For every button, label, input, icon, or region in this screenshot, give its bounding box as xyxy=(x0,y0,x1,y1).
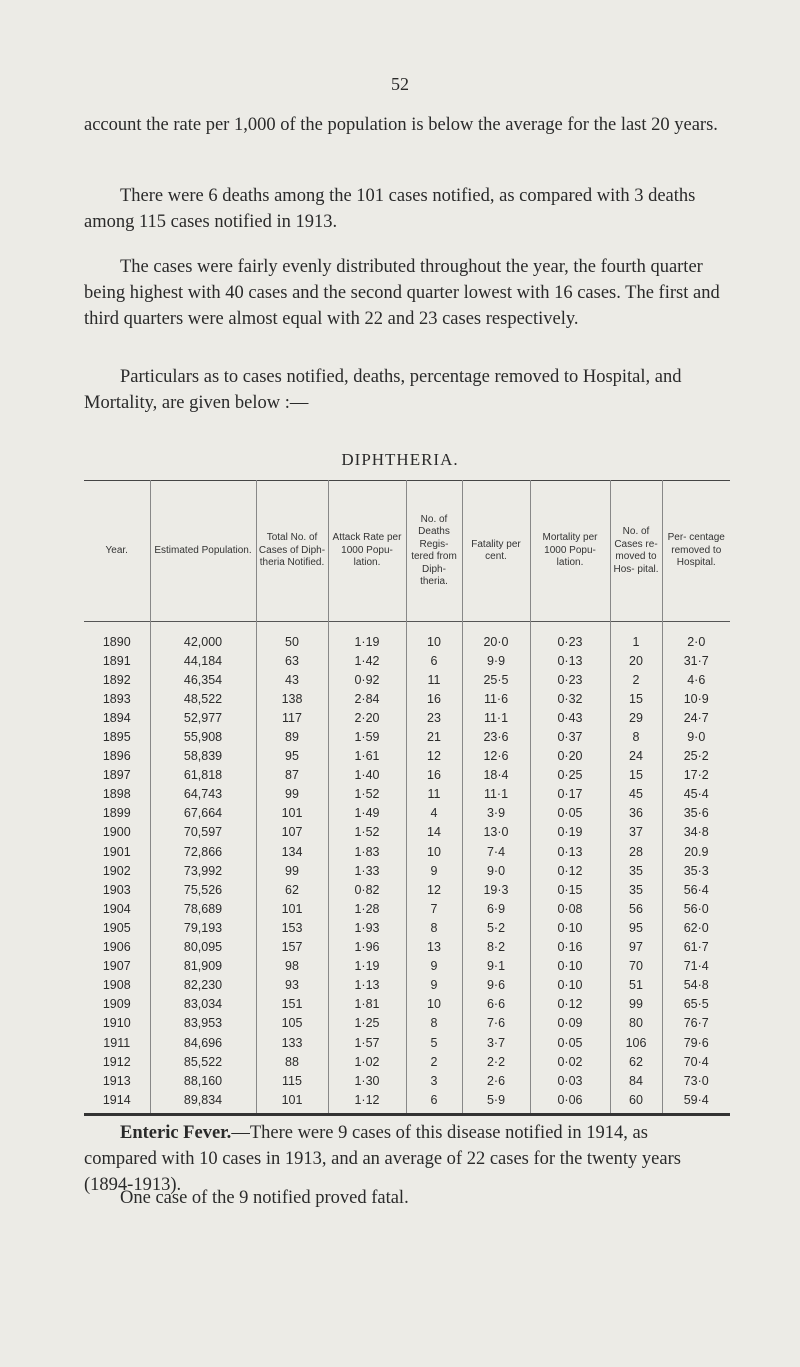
table-cell: 34·8 xyxy=(662,823,730,842)
table-cell: 7·4 xyxy=(462,842,530,861)
table-cell: 9·0 xyxy=(462,861,530,880)
table-cell: 43 xyxy=(256,670,328,689)
table-cell: 10·9 xyxy=(662,689,730,708)
table-cell: 1·19 xyxy=(328,957,406,976)
table-cell: 10 xyxy=(406,622,462,652)
table-cell: 1·33 xyxy=(328,861,406,880)
table-cell: 70·4 xyxy=(662,1052,730,1071)
table-cell: 98 xyxy=(256,957,328,976)
table-cell: 42,000 xyxy=(150,622,256,652)
paragraph-quarterly-distribution: The cases were fairly evenly distributed throughout the year, the fourth quarter being highest with 40 cases and the second quarter lowest with 16 cases. The first and third quarters were almost equal with 22 and 23 cases respectively. xyxy=(84,257,720,329)
table-cell: 0·09 xyxy=(530,1014,610,1033)
table-header-row xyxy=(84,481,730,622)
table-cell: 2 xyxy=(406,1052,462,1071)
table-cell: 1·49 xyxy=(328,804,406,823)
table-cell: 1909 xyxy=(102,997,131,1012)
table-cell: 0·05 xyxy=(530,1033,610,1052)
table-cell: 56·0 xyxy=(662,899,730,918)
table-cell: 24·7 xyxy=(662,708,730,727)
table-cell: 0·06 xyxy=(530,1090,610,1115)
table-cell: 78,689 xyxy=(150,899,256,918)
table-cell: 62 xyxy=(610,1052,662,1071)
table-cell: 36 xyxy=(610,804,662,823)
table-cell: 70,597 xyxy=(150,823,256,842)
table-cell: 48,522 xyxy=(150,689,256,708)
column-header: Year. xyxy=(105,544,128,556)
table-cell: 51 xyxy=(610,976,662,995)
table-cell: 15 xyxy=(610,689,662,708)
table-cell: 25·5 xyxy=(462,670,530,689)
table-cell: 84,696 xyxy=(150,1033,256,1052)
table-cell: 1895 xyxy=(102,730,131,745)
table-cell: 45·4 xyxy=(662,785,730,804)
table-cell: 0·08 xyxy=(530,899,610,918)
column-header: No. of Deaths Regis- tered from Diph- theria. xyxy=(406,481,462,622)
table-cell: 5 xyxy=(406,1033,462,1052)
table-cell: 7 xyxy=(406,899,462,918)
table-cell: 9·0 xyxy=(662,727,730,746)
table-cell: 5·2 xyxy=(462,918,530,937)
table-cell: 1891 xyxy=(102,653,131,668)
table-cell: 0·12 xyxy=(530,861,610,880)
table-cell: 138 xyxy=(256,689,328,708)
table-cell: 9·6 xyxy=(462,976,530,995)
table-cell: 1910 xyxy=(102,1016,131,1031)
table-cell: 1·28 xyxy=(328,899,406,918)
table-cell: 15 xyxy=(610,766,662,785)
table-row xyxy=(84,1033,730,1052)
table-cell: 83,034 xyxy=(150,995,256,1014)
table-cell: 88 xyxy=(256,1052,328,1071)
table-cell: 1·96 xyxy=(328,938,406,957)
table-cell: 3 xyxy=(406,1071,462,1090)
table-cell: 16 xyxy=(406,766,462,785)
table-cell: 1·30 xyxy=(328,1071,406,1090)
table-cell: 0·37 xyxy=(530,727,610,746)
table-cell: 61,818 xyxy=(150,766,256,785)
table-cell: 4 xyxy=(406,804,462,823)
table-cell: 8 xyxy=(406,918,462,937)
table-cell: 2·0 xyxy=(662,622,730,652)
table-cell: 101 xyxy=(256,1090,328,1115)
table-cell: 1893 xyxy=(102,691,131,706)
table-cell: 9 xyxy=(406,957,462,976)
table-cell: 1912 xyxy=(102,1054,131,1069)
diphtheria-table xyxy=(84,480,730,1116)
table-cell: 101 xyxy=(256,804,328,823)
table-cell: 71·4 xyxy=(662,957,730,976)
table-cell: 1901 xyxy=(102,844,131,859)
table-cell: 88,160 xyxy=(150,1071,256,1090)
table-cell: 35·6 xyxy=(662,804,730,823)
table-row xyxy=(84,727,730,746)
table-cell: 80 xyxy=(610,1014,662,1033)
table-cell: 9·9 xyxy=(462,651,530,670)
table-cell: 83,953 xyxy=(150,1014,256,1033)
table-cell: 62 xyxy=(256,880,328,899)
table-row xyxy=(84,622,730,652)
table-cell: 133 xyxy=(256,1033,328,1052)
table-row xyxy=(84,938,730,957)
enteric-fever-heading: Enteric Fever. xyxy=(120,1123,232,1143)
column-header: Attack Rate per 1000 Popu- lation. xyxy=(328,481,406,622)
table-cell: 25·2 xyxy=(662,747,730,766)
table-cell: 14 xyxy=(406,823,462,842)
table-cell: 9 xyxy=(406,861,462,880)
table-cell: 13 xyxy=(406,938,462,957)
table-cell: 99 xyxy=(610,995,662,1014)
table-cell: 0·32 xyxy=(530,689,610,708)
table-cell: 2·20 xyxy=(328,708,406,727)
table-cell: 67,664 xyxy=(150,804,256,823)
table-cell: 1·40 xyxy=(328,766,406,785)
table-row xyxy=(84,995,730,1014)
table-cell: 56 xyxy=(610,899,662,918)
paragraph-particulars-intro: Particulars as to cases notified, deaths, percentage removed to Hospital, and Mortality, are given below :— xyxy=(84,367,682,413)
table-cell: 1·59 xyxy=(328,727,406,746)
table-cell: 105 xyxy=(256,1014,328,1033)
table-cell: 0·92 xyxy=(328,670,406,689)
table-row xyxy=(84,651,730,670)
table-cell: 1898 xyxy=(102,787,131,802)
table-cell: 84 xyxy=(610,1071,662,1090)
table-cell: 11 xyxy=(406,785,462,804)
table-cell: 20.9 xyxy=(662,842,730,861)
table-cell: 12 xyxy=(406,747,462,766)
table-cell: 2 xyxy=(610,670,662,689)
table-cell: 1911 xyxy=(103,1035,131,1050)
table-cell: 58,839 xyxy=(150,747,256,766)
table-row xyxy=(84,1090,730,1115)
table-cell: 5·9 xyxy=(462,1090,530,1115)
table-row xyxy=(84,842,730,861)
table-cell: 97 xyxy=(610,938,662,957)
table-cell: 1·93 xyxy=(328,918,406,937)
table-cell: 44,184 xyxy=(150,651,256,670)
table-cell: 70 xyxy=(610,957,662,976)
table-cell: 107 xyxy=(256,823,328,842)
table-row xyxy=(84,670,730,689)
table-bottom-rule xyxy=(84,1115,730,1117)
table-body xyxy=(84,622,730,1115)
table-cell: 11·1 xyxy=(462,708,530,727)
paragraph-rate-note: account the rate per 1,000 of the population is below the average for the last 20 years. xyxy=(84,115,718,135)
table-cell: 6·9 xyxy=(462,899,530,918)
table-cell: 99 xyxy=(256,785,328,804)
table-cell: 0·13 xyxy=(530,842,610,861)
table-cell: 13·0 xyxy=(462,823,530,842)
table-cell: 134 xyxy=(256,842,328,861)
table-row xyxy=(84,861,730,880)
table-cell: 1890 xyxy=(102,634,131,649)
table-cell: 80,095 xyxy=(150,938,256,957)
table-cell: 16 xyxy=(406,689,462,708)
column-header: Per- centage removed to Hospital. xyxy=(662,481,730,622)
table-cell: 1·57 xyxy=(328,1033,406,1052)
table-cell: 9 xyxy=(406,976,462,995)
table-cell: 115 xyxy=(256,1071,328,1090)
table-cell: 0·03 xyxy=(530,1071,610,1090)
table-cell: 76·7 xyxy=(662,1014,730,1033)
table-cell: 45 xyxy=(610,785,662,804)
table-cell: 79·6 xyxy=(662,1033,730,1052)
table-cell: 11 xyxy=(406,670,462,689)
table-cell: 23·6 xyxy=(462,727,530,746)
table-cell: 64,743 xyxy=(150,785,256,804)
table-cell: 0·10 xyxy=(530,976,610,995)
table-row xyxy=(84,899,730,918)
page-number: 52 xyxy=(391,74,409,94)
table-cell: 21 xyxy=(406,727,462,746)
table-cell: 0·20 xyxy=(530,747,610,766)
column-header: Estimated Population. xyxy=(150,481,256,622)
table-cell: 8·2 xyxy=(462,938,530,957)
table-cell: 0·05 xyxy=(530,804,610,823)
table-cell: 60 xyxy=(610,1090,662,1115)
table-cell: 37 xyxy=(610,823,662,842)
table-cell: 95 xyxy=(610,918,662,937)
paragraph-enteric-fatal: One case of the 9 notified proved fatal. xyxy=(120,1188,409,1208)
table-cell: 59·4 xyxy=(662,1090,730,1115)
table-row xyxy=(84,766,730,785)
table-cell: 2·2 xyxy=(462,1052,530,1071)
table-cell: 1897 xyxy=(102,768,131,783)
table-row xyxy=(84,823,730,842)
table-cell: 1903 xyxy=(102,882,131,897)
table-cell: 3·9 xyxy=(462,804,530,823)
table-cell: 1·83 xyxy=(328,842,406,861)
paragraph-deaths: There were 6 deaths among the 101 cases notified, as compared with 3 deaths among 115 cases notified in 1913. xyxy=(84,186,696,232)
table-cell: 12 xyxy=(406,880,462,899)
table-cell: 95 xyxy=(256,747,328,766)
table-cell: 151 xyxy=(256,995,328,1014)
table-cell: 24 xyxy=(610,747,662,766)
table-row xyxy=(84,785,730,804)
table-cell: 28 xyxy=(610,842,662,861)
table-cell: 55,908 xyxy=(150,727,256,746)
table-cell: 101 xyxy=(256,899,328,918)
table-cell: 1·25 xyxy=(328,1014,406,1033)
table-cell: 82,230 xyxy=(150,976,256,995)
table-row xyxy=(84,747,730,766)
table-cell: 1·61 xyxy=(328,747,406,766)
table-cell: 6 xyxy=(406,651,462,670)
table-cell: 0·10 xyxy=(530,957,610,976)
column-header: No. of Cases re- moved to Hos- pital. xyxy=(610,481,662,622)
table-cell: 1900 xyxy=(102,825,131,840)
table-row xyxy=(84,804,730,823)
table-title: DIPHTHERIA. xyxy=(341,450,459,469)
table-cell: 0·16 xyxy=(530,938,610,957)
table-cell: 62·0 xyxy=(662,918,730,937)
table-cell: 0·13 xyxy=(530,651,610,670)
table-cell: 1·02 xyxy=(328,1052,406,1071)
table-cell: 75,526 xyxy=(150,880,256,899)
table-cell: 56·4 xyxy=(662,880,730,899)
table-row xyxy=(84,1052,730,1071)
table-cell: 8 xyxy=(406,1014,462,1033)
table-cell: 23 xyxy=(406,708,462,727)
table-cell: 65·5 xyxy=(662,995,730,1014)
table-cell: 2·84 xyxy=(328,689,406,708)
table-cell: 81,909 xyxy=(150,957,256,976)
table-cell: 0·17 xyxy=(530,785,610,804)
table-cell: 35·3 xyxy=(662,861,730,880)
table-cell: 9·1 xyxy=(462,957,530,976)
table-cell: 63 xyxy=(256,651,328,670)
table-cell: 7·6 xyxy=(462,1014,530,1033)
table-cell: 35 xyxy=(610,861,662,880)
table-cell: 11·6 xyxy=(462,689,530,708)
table-cell: 6·6 xyxy=(462,995,530,1014)
table-row xyxy=(84,957,730,976)
table-cell: 1·52 xyxy=(328,823,406,842)
table-cell: 1·81 xyxy=(328,995,406,1014)
table-cell: 0·23 xyxy=(530,670,610,689)
table-cell: 73,992 xyxy=(150,861,256,880)
table-cell: 1899 xyxy=(102,806,131,821)
table-cell: 29 xyxy=(610,708,662,727)
table-cell: 1902 xyxy=(102,863,131,878)
table-cell: 1896 xyxy=(102,749,131,764)
table-cell: 4·6 xyxy=(662,670,730,689)
table-cell: 6 xyxy=(406,1090,462,1115)
table-cell: 93 xyxy=(256,976,328,995)
table-cell: 1892 xyxy=(102,672,131,687)
column-header: Fatality per cent. xyxy=(462,481,530,622)
table-cell: 0·10 xyxy=(530,918,610,937)
table-cell: 157 xyxy=(256,938,328,957)
table-cell: 46,354 xyxy=(150,670,256,689)
table-cell: 35 xyxy=(610,880,662,899)
table-row xyxy=(84,1014,730,1033)
table-row xyxy=(84,708,730,727)
table-cell: 0·12 xyxy=(530,995,610,1014)
table-cell: 18·4 xyxy=(462,766,530,785)
table-cell: 19·3 xyxy=(462,880,530,899)
table-cell: 52,977 xyxy=(150,708,256,727)
table-cell: 153 xyxy=(256,918,328,937)
table-cell: 89,834 xyxy=(150,1090,256,1115)
table-row xyxy=(84,976,730,995)
table-cell: 10 xyxy=(406,995,462,1014)
table-cell: 87 xyxy=(256,766,328,785)
table-cell: 72,866 xyxy=(150,842,256,861)
table-cell: 1·42 xyxy=(328,651,406,670)
table-cell: 12·6 xyxy=(462,747,530,766)
table-cell: 0·15 xyxy=(530,880,610,899)
table-cell: 1907 xyxy=(102,959,131,974)
table-cell: 20·0 xyxy=(462,622,530,652)
table-cell: 3·7 xyxy=(462,1033,530,1052)
table-row xyxy=(84,918,730,937)
table-cell: 1904 xyxy=(102,901,131,916)
table-cell: 117 xyxy=(256,708,328,727)
table-cell: 99 xyxy=(256,861,328,880)
table-cell: 85,522 xyxy=(150,1052,256,1071)
table-cell: 61·7 xyxy=(662,938,730,957)
table-cell: 2·6 xyxy=(462,1071,530,1090)
table-cell: 1 xyxy=(610,622,662,652)
enteric-fever-text: —There were 9 cases of this disease notified in 1914, as compared with 10 cases in 1913, and an average of 22 cases for the twenty years (1894-1913). xyxy=(84,1123,681,1195)
table-cell: 0·82 xyxy=(328,880,406,899)
table-cell: 1·52 xyxy=(328,785,406,804)
table-cell: 73·0 xyxy=(662,1071,730,1090)
table-cell: 11·1 xyxy=(462,785,530,804)
table-cell: 0·19 xyxy=(530,823,610,842)
table-cell: 10 xyxy=(406,842,462,861)
table-cell: 54·8 xyxy=(662,976,730,995)
table-cell: 1906 xyxy=(102,940,131,955)
table-cell: 1894 xyxy=(102,710,131,725)
table-cell: 89 xyxy=(256,727,328,746)
table-cell: 0·25 xyxy=(530,766,610,785)
table-row xyxy=(84,1071,730,1090)
table-cell: 1914 xyxy=(102,1092,131,1107)
column-header: Total No. of Cases of Diph- theria Notified. xyxy=(256,481,328,622)
table-cell: 1908 xyxy=(102,978,131,993)
table-row xyxy=(84,689,730,708)
table-cell: 1·12 xyxy=(328,1090,406,1115)
table-row xyxy=(84,880,730,899)
table-cell: 31·7 xyxy=(662,651,730,670)
table-cell: 0·43 xyxy=(530,708,610,727)
table-cell: 79,193 xyxy=(150,918,256,937)
table-cell: 1·19 xyxy=(328,622,406,652)
table-cell: 0·02 xyxy=(530,1052,610,1071)
table-cell: 106 xyxy=(610,1033,662,1052)
table-cell: 0·23 xyxy=(530,622,610,652)
table-cell: 17·2 xyxy=(662,766,730,785)
table-cell: 8 xyxy=(610,727,662,746)
table-cell: 1·13 xyxy=(328,976,406,995)
table-cell: 1913 xyxy=(102,1073,131,1088)
table-cell: 50 xyxy=(256,622,328,652)
table-cell: 1905 xyxy=(102,920,131,935)
table-cell: 20 xyxy=(610,651,662,670)
column-header: Mortality per 1000 Popu- lation. xyxy=(530,481,610,622)
